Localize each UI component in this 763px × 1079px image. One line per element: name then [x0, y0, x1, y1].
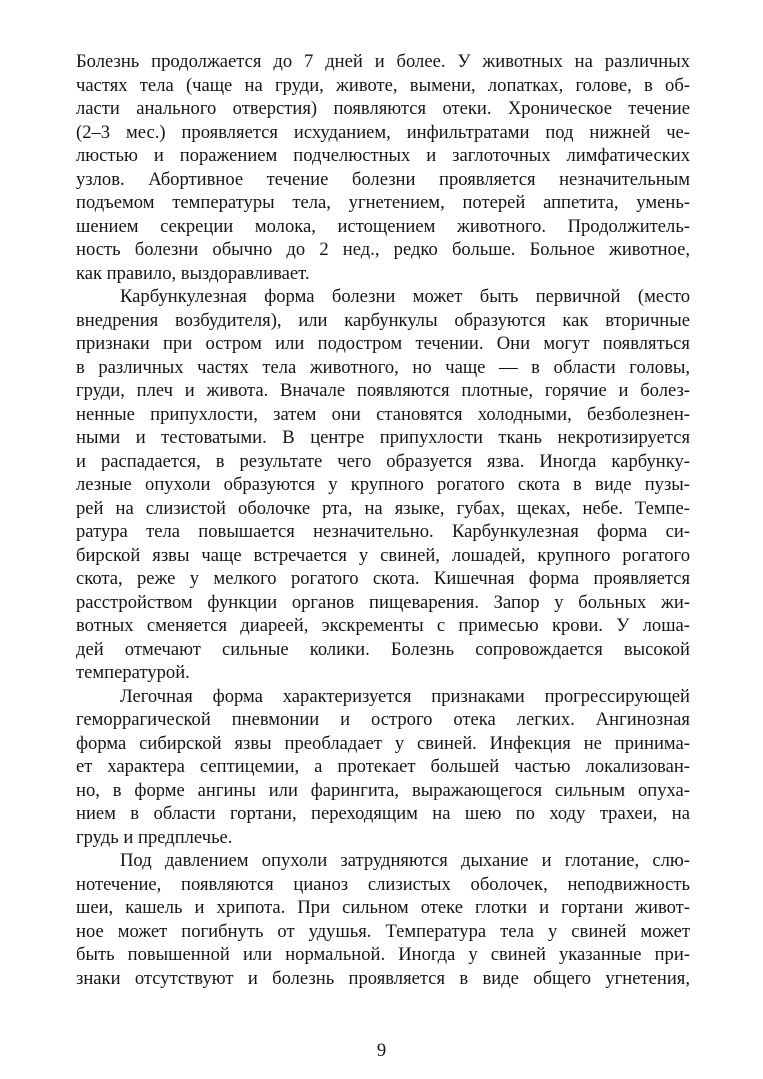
text-line: быть повышенной или нормальной. Иногда у свиней указанные при-: [76, 944, 690, 965]
text-line: внедрения возбудителя), или карбункулы образуются как вторичные: [76, 309, 690, 331]
text-line: подъемом температуры тела, угнетением, потерей аппетита, умень-: [76, 192, 690, 213]
page-number: 9: [376, 1040, 387, 1061]
paragraph: [76, 50, 690, 285]
text-line: ратура тела повышается незначительно. Карбункулезная форма си-: [76, 521, 690, 542]
text-line: нотечение, появляются цианоз слизистых оболочек, неподвижность: [76, 873, 690, 895]
text-line: шением секреции молока, истощением животного. Продолжитель-: [76, 215, 690, 237]
text-line: люстью и поражением подчелюстных и заглоточных лимфатических: [76, 145, 690, 166]
text-line: ет характера септицемии, а протекает большей частью локализован-: [76, 756, 690, 777]
text-line: ность болезни обычно до 2 нед., редко больше. Больное животное,: [76, 239, 690, 260]
page-body: [76, 50, 690, 990]
text-line: грудь и предплечье.: [76, 826, 233, 848]
text-line: Легочная форма характеризуется признаками прогрессирующей: [120, 685, 690, 707]
text-line: узлов. Абортивное течение болезни проявляется незначительным: [76, 168, 690, 190]
text-line: нием в области гортани, переходящим на шею по ходу трахеи, на: [76, 803, 690, 824]
text-line: ными и тестоватыми. В центре припухлости ткань некротизируется: [76, 427, 690, 448]
text-line: знаки отсутствуют и болезнь проявляется в виде общего угнетения,: [76, 967, 690, 989]
text-line: лезные опухоли образуются у крупного рогатого скота в виде пузы-: [76, 474, 690, 495]
text-line: Болезнь продолжается до 7 дней и более. У животных на различных: [76, 51, 690, 72]
text-line: расстройством функции органов пищеварения. Запор у больных жи-: [76, 591, 690, 613]
text-line: ненные припухлости, затем они становятся холодными, безболезнен-: [76, 403, 690, 425]
text-line: как правило, выздоравливает.: [76, 262, 310, 284]
paragraph: [76, 685, 690, 850]
text-line: шеи, кашель и хрипота. При сильном отеке глотки и гортани живот-: [76, 897, 690, 918]
text-line: геморрагической пневмонии и острого отека легких. Ангинозная: [76, 709, 690, 730]
text-line: ласти анального отверстия) появляются отеки. Хроническое течение: [76, 98, 690, 119]
text-line: груди, плеч и живота. Вначале появляются плотные, горячие и болез-: [76, 380, 690, 401]
text-line: рей на слизистой оболочке рта, на языке, губах, щеках, небе. Темпе-: [76, 497, 690, 519]
text-line: форма сибирской язвы преобладает у свиней. Инфекция не принима-: [76, 732, 690, 754]
text-line: ное может погибнуть от удушья. Температура тела у свиней может: [76, 920, 690, 942]
paragraph: [76, 285, 690, 685]
text-line: Карбункулезная форма болезни может быть первичной (место: [120, 286, 690, 307]
text-line: Под давлением опухоли затрудняются дыхание и глотание, слю-: [120, 850, 690, 871]
text-line: частях тела (чаще на груди, животе, вымени, лопатках, голове, в об-: [76, 74, 690, 96]
text-line: но, в форме ангины или фарингита, выражающегося сильным опуха-: [76, 779, 690, 801]
text-line: признаки при остром или подостром течении. Они могут появляться: [76, 333, 690, 354]
text-line: и распадается, в результате чего образуется язва. Иногда карбунку-: [76, 450, 690, 472]
text-line: скота, реже у мелкого рогатого скота. Кишечная форма проявляется: [76, 568, 690, 589]
text-line: в различных частях тела животного, но чаще — в области головы,: [76, 356, 690, 378]
text-line: температурой.: [76, 662, 190, 683]
text-line: вотных сменяется диареей, экскременты с примесью крови. У лоша-: [76, 615, 690, 636]
paragraph: [76, 849, 690, 990]
text-line: дей отмечают сильные колики. Болезнь сопровождается высокой: [76, 638, 690, 660]
text-line: (2–3 мес.) проявляется исхуданием, инфильтратами под нижней че-: [76, 121, 690, 143]
text-line: бирской язвы чаще встречается у свиней, лошадей, крупного рогатого: [76, 544, 690, 566]
